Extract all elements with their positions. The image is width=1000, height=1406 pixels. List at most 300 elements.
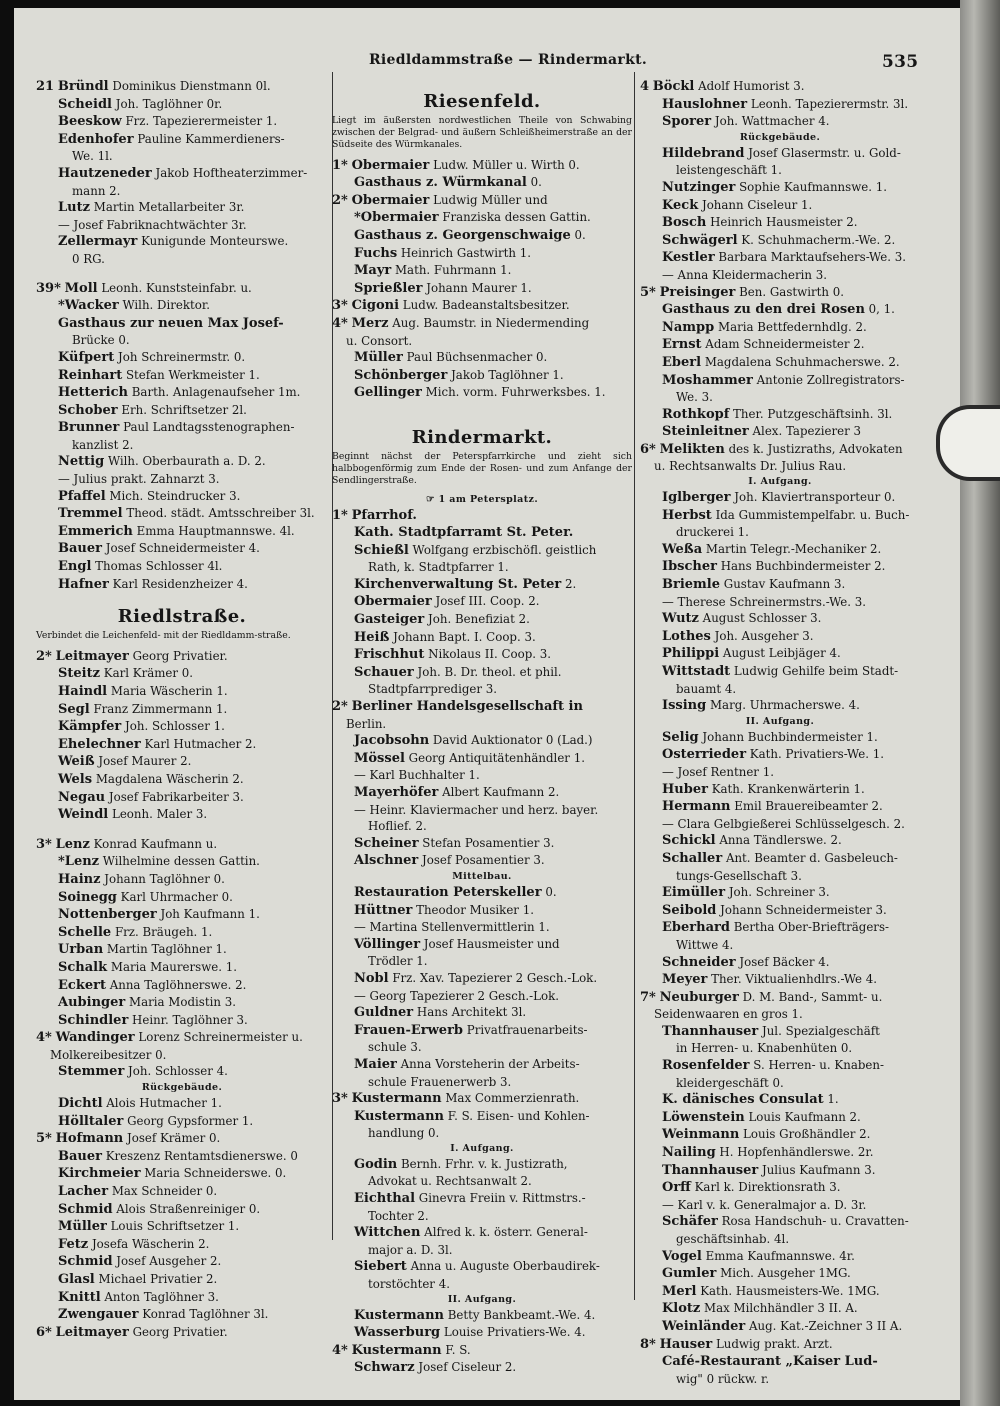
entry-detail: Maria Bettfedernhdlg. 2. xyxy=(718,319,867,334)
entry-name: Schalk xyxy=(58,959,108,975)
entry-detail: Josef Glasermstr. u. Gold- xyxy=(748,145,901,160)
entry-detail: Josef Bäcker 4. xyxy=(739,954,830,969)
entry-name: Moll xyxy=(64,280,98,296)
entry-detail: Martin Telegr.-Mechaniker 2. xyxy=(705,541,882,556)
entry-name: Kämpfer xyxy=(58,719,122,735)
directory-entry xyxy=(640,1162,920,1180)
entry-name: Fetz xyxy=(58,1236,89,1252)
directory-entry xyxy=(36,453,328,471)
section-heading: Rindermarkt. xyxy=(411,426,553,448)
entry-detail: Leonh. Tapezierermstr. 3l. xyxy=(750,96,909,111)
entry-name: Engl xyxy=(58,559,92,575)
entry-name: Nettig xyxy=(58,454,105,470)
entry-name: Moshammer xyxy=(662,372,753,388)
entry-name: Hafner xyxy=(58,576,109,592)
entry-name: Sprießler xyxy=(354,280,423,296)
house-number: 39* xyxy=(36,280,61,296)
spacer xyxy=(332,402,632,414)
directory-entry xyxy=(640,96,920,114)
entry-detail: Joh. Benefiziat 2. xyxy=(428,612,530,627)
directory-entry xyxy=(332,1190,632,1224)
directory-entry xyxy=(332,542,632,576)
house-number: 3* xyxy=(36,836,52,852)
entry-name: Wutz xyxy=(662,611,699,627)
directory-entry xyxy=(332,507,632,525)
entry-detail: August Leibjäger 4. xyxy=(722,646,841,661)
entry-detail: Johann Buchbindermeister 1. xyxy=(702,729,878,744)
entry-name: Melikten xyxy=(659,441,725,457)
entry-name: Gasthaus z. Würmkanal xyxy=(354,175,527,191)
directory-entry xyxy=(36,576,328,594)
entry-name: Bauer xyxy=(58,541,102,557)
entry-name: Pfarrhof. xyxy=(351,507,417,523)
entry-detail: Ludwig prakt. Arzt. xyxy=(715,1336,833,1351)
house-number: 4* xyxy=(332,315,348,331)
entry-detail: Sophie Kaufmannswe. 1. xyxy=(739,179,888,194)
directory-entry xyxy=(332,367,632,385)
entry-continuation: u. Rechtsanwalts Dr. Julius Rau. xyxy=(654,459,847,474)
directory-entry xyxy=(640,1023,920,1057)
entry-detail: Louis Schriftsetzer 1. xyxy=(110,1219,240,1234)
house-number: 3* xyxy=(332,298,348,314)
entry-detail: Erh. Schriftsetzer 2l. xyxy=(121,402,247,417)
entry-name: Rothkopf xyxy=(662,406,730,422)
entry-name: Kustermann xyxy=(354,1108,444,1124)
entry-name: Lutz xyxy=(58,200,90,216)
entry-name: Kath. Stadtpfarramt St. Peter. xyxy=(354,525,574,541)
entry-name: Vogel xyxy=(662,1248,702,1264)
directory-entry xyxy=(36,523,328,541)
directory-entry xyxy=(36,78,328,96)
subheading: Mittelbau. xyxy=(452,870,512,882)
entry-detail: Louis Großhändler 2. xyxy=(743,1127,871,1142)
directory-entry xyxy=(36,1289,328,1307)
entry-name: *Wacker xyxy=(58,298,119,314)
entry-continuation: We. 3. xyxy=(676,390,713,405)
entry-detail: 1. xyxy=(827,1092,839,1107)
entry-detail: Georg Antiquitätenhändler 1. xyxy=(408,750,585,765)
directory-entry xyxy=(36,1201,328,1219)
entry-detail: Albert Kaufmann 2. xyxy=(442,785,560,799)
entry-detail: 0. xyxy=(574,227,586,242)
entry-name: Schneider xyxy=(662,954,736,970)
entry-detail: Kath. Hausmeisters-We. 1MG. xyxy=(700,1283,880,1298)
directory-entry xyxy=(36,853,328,871)
directory-entry xyxy=(640,301,920,319)
entry-continuation: 0 RG. xyxy=(72,251,105,266)
entry-name: Müller xyxy=(354,350,403,366)
directory-entry xyxy=(36,718,328,736)
directory-entry xyxy=(332,1324,632,1342)
entry-name: Gasthaus z. Georgenschwaige xyxy=(354,227,571,243)
entry-name: Edenhofer xyxy=(58,131,134,147)
directory-entry xyxy=(36,977,328,995)
entry-detail: Wolfgang erzbischöfl. geistlich xyxy=(412,542,597,557)
entry-detail: Emil Brauereibeamter 2. xyxy=(734,799,883,814)
entry-detail: Georg Privatier. xyxy=(132,1324,228,1339)
directory-entry xyxy=(332,1004,632,1022)
entry-name: Seibold xyxy=(662,902,717,918)
entry-name: Huber xyxy=(662,781,708,797)
entry-detail: Hans Buchbindermeister 2. xyxy=(720,559,886,574)
directory-entry xyxy=(640,816,920,833)
entry-detail: Johann Bapt. I. Coop. 3. xyxy=(393,629,536,644)
directory-entry xyxy=(640,1213,920,1247)
entry-name: Schmid xyxy=(58,1201,113,1217)
entry-detail: 2. xyxy=(564,576,577,591)
entry-name: Leitmayer xyxy=(55,1324,129,1340)
directory-entry xyxy=(332,1108,632,1142)
entry-detail: Martin Taglöhner 1. xyxy=(106,942,227,957)
entry-name: Lacher xyxy=(58,1184,109,1200)
directory-entry xyxy=(640,902,920,920)
directory-entry xyxy=(332,970,632,988)
entry-name: Orff xyxy=(662,1180,691,1196)
directory-entry xyxy=(640,558,920,576)
subheading: II. Aufgang. xyxy=(447,1293,517,1305)
directory-entry xyxy=(640,1300,920,1318)
directory-entry xyxy=(640,406,920,424)
entry-name: Pfaffel xyxy=(58,488,106,504)
entry-name: Schmid xyxy=(58,1254,113,1270)
entry-name: Scheiner xyxy=(354,835,419,851)
entry-name: Schießl xyxy=(354,542,409,558)
entry-detail: — Clara Gelbgießerei Schlüsselgesch. 2. xyxy=(662,816,905,831)
entry-detail: Marg. Uhrmacherswe. 4. xyxy=(709,698,860,713)
directory-entry xyxy=(640,319,920,337)
entry-detail: Louis Kaufmann 2. xyxy=(748,1109,861,1124)
directory-entry xyxy=(36,1271,328,1289)
entry-detail: Leonh. Kunststeinfabr. u. xyxy=(101,280,252,295)
directory-entry xyxy=(36,1218,328,1236)
directory-entry xyxy=(332,349,632,367)
directory-entry xyxy=(332,174,632,192)
entry-detail: Joh. Wattmacher 4. xyxy=(714,114,830,129)
entry-name: Hölltaler xyxy=(58,1113,124,1129)
entry-detail: Privatfrauenarbeits- xyxy=(466,1022,588,1037)
section-description: Beginnt nächst der Peterspfarrkirche und zieht sich halbbogenförmig zum Ende der Rosen- und zum Anfange der Sendlingerstraße. xyxy=(332,450,632,486)
directory-entry xyxy=(36,1012,328,1030)
entry-detail: Joh. Ausgeher 3. xyxy=(714,628,814,643)
directory-entry xyxy=(36,806,328,824)
entry-continuation: major a. D. 3l. xyxy=(368,1242,453,1257)
directory-entry xyxy=(640,214,920,232)
entry-name: Tremmel xyxy=(58,506,123,522)
entry-name: Eberhard xyxy=(662,920,730,936)
entry-continuation: mann 2. xyxy=(72,183,121,198)
house-number: 21 xyxy=(36,79,55,94)
entry-detail: Bernh. Frhr. v. k. Justizrath, xyxy=(401,1156,568,1171)
entry-detail: Barth. Anlagenaufseher 1m. xyxy=(131,385,301,400)
entry-detail: — Anna Kleidermacherin 3. xyxy=(662,267,827,282)
entry-detail: Math. Fuhrmann 1. xyxy=(394,263,512,278)
entry-name: Obermaier xyxy=(351,192,430,208)
entry-detail: Adolf Humorist 3. xyxy=(698,79,805,93)
entry-detail: Johann Taglöhner 0. xyxy=(104,871,225,886)
entry-detail: 0. xyxy=(545,884,557,899)
directory-entry xyxy=(36,349,328,367)
entry-detail: Ludw. Müller u. Wirth 0. xyxy=(433,157,580,172)
entry-name: Wittstadt xyxy=(662,664,731,679)
entry-name: Weindl xyxy=(58,807,109,823)
directory-entry xyxy=(332,852,632,870)
entry-name: Selig xyxy=(662,729,699,745)
entry-name: Godin xyxy=(354,1156,398,1172)
entry-name: Hauser xyxy=(659,1336,713,1352)
entry-detail: Martin Metallarbeiter 3r. xyxy=(93,200,245,215)
entry-name: Brunner xyxy=(58,420,120,436)
entry-detail: Hans Architekt 3l. xyxy=(416,1005,527,1020)
entry-name: Dichtl xyxy=(58,1096,103,1112)
directory-entry xyxy=(640,729,920,747)
entry-name: Kirchenverwaltung St. Peter xyxy=(354,576,562,592)
entry-name: Knittl xyxy=(58,1289,101,1305)
entry-name: Rosenfelder xyxy=(662,1058,750,1074)
directory-entry xyxy=(36,113,328,131)
entry-detail: — Julius prakt. Zahnarzt 3. xyxy=(58,472,220,487)
directory-entry xyxy=(640,764,920,781)
subheading: Rückgebäude. xyxy=(739,131,821,143)
directory-entry xyxy=(36,683,328,701)
entry-detail: Konrad Taglöhner 3l. xyxy=(142,1307,269,1322)
entry-detail: Anton Taglöhner 3. xyxy=(104,1289,219,1304)
entry-detail: Frz. Xav. Tapezierer 2 Gesch.-Lok. xyxy=(392,970,598,985)
subheading: Rückgebäude. xyxy=(141,1082,223,1094)
entry-continuation: in Herren- u. Knabenhüten 0. xyxy=(676,1041,853,1056)
directory-entry xyxy=(332,902,632,920)
entry-detail: Konrad Kaufmann u. xyxy=(93,836,218,851)
entry-detail: — Josef Fabriknachtwächter 3r. xyxy=(58,217,247,232)
entry-detail: Wilh. Oberbaurath a. D. 2. xyxy=(107,454,266,469)
house-number: 4 xyxy=(640,79,650,94)
directory-entry xyxy=(640,232,920,250)
entry-name: Philippi xyxy=(662,646,720,662)
entry-detail: des k. Justizraths, Advokaten xyxy=(728,441,903,456)
page-number: 535 xyxy=(882,52,919,72)
entry-detail: Johann Schneidermeister 3. xyxy=(720,902,887,917)
entry-name: Merl xyxy=(662,1283,697,1299)
entry-detail: Betty Bankbeamt.-We. 4. xyxy=(447,1307,596,1322)
house-number: 2* xyxy=(36,648,52,664)
entry-detail: Josef Hausmeister und xyxy=(423,936,560,951)
entry-continuation: Seidenwaaren en gros 1. xyxy=(654,1007,803,1022)
entry-continuation: geschäftsinhab. 4l. xyxy=(676,1232,790,1246)
entry-detail: — Martina Stellenvermittlerin 1. xyxy=(354,920,550,935)
directory-entry xyxy=(640,850,920,884)
entry-name: Hauslohner xyxy=(662,96,748,112)
directory-entry xyxy=(36,1113,328,1131)
directory-entry xyxy=(332,646,632,664)
directory-entry xyxy=(640,197,920,215)
directory-entry xyxy=(640,1318,920,1336)
directory-entry xyxy=(36,315,328,349)
entry-detail: Theod. städt. Amtsschreiber 3l. xyxy=(126,506,315,521)
directory-entry xyxy=(640,336,920,354)
subheading: I. Aufgang. xyxy=(450,1142,514,1154)
entry-name: Ehelechner xyxy=(58,736,141,752)
entry-detail: Anna Taglöhnerswe. 2. xyxy=(109,977,247,992)
directory-entry xyxy=(36,648,328,666)
entry-detail: Maria Schneiderswe. 0. xyxy=(144,1166,287,1181)
entry-detail: August Schlosser 3. xyxy=(702,611,822,626)
entry-detail: Kunigunde Monteurswe. xyxy=(141,234,289,249)
directory-entry xyxy=(36,233,328,267)
column-left xyxy=(36,78,328,1341)
entry-continuation: kanzlist 2. xyxy=(72,437,134,452)
directory-entry xyxy=(640,971,920,989)
directory-entry xyxy=(36,1183,328,1201)
directory-entry xyxy=(640,372,920,406)
entry-detail: Georg Privatier. xyxy=(132,648,228,663)
entry-name: Soinegg xyxy=(58,889,117,905)
entry-detail: Max Commerzienrath. xyxy=(445,1091,580,1106)
entry-detail: — Georg Tapezierer 2 Gesch.-Lok. xyxy=(354,988,559,1003)
directory-entry xyxy=(332,384,632,402)
directory-entry xyxy=(332,280,632,298)
entry-continuation: Brücke 0. xyxy=(72,333,130,348)
entry-continuation: Rath, k. Stadtpfarrer 1. xyxy=(368,560,509,575)
entry-detail: Frz. Tapezierermeister 1. xyxy=(125,114,278,129)
directory-entry xyxy=(36,836,328,854)
entry-continuation: Hoflief. 2. xyxy=(368,819,427,834)
directory-entry xyxy=(36,471,328,488)
entry-name: Issing xyxy=(662,698,707,714)
directory-entry xyxy=(640,423,920,441)
entry-name: Mayerhöfer xyxy=(354,785,439,800)
entry-detail: Josef Krämer 0. xyxy=(126,1131,221,1146)
entry-name: Berliner Handelsgesellschaft in xyxy=(351,699,583,715)
directory-entry xyxy=(640,1283,920,1301)
directory-entry xyxy=(332,262,632,280)
directory-entry xyxy=(332,802,632,835)
entry-name: Hildebrand xyxy=(662,145,745,161)
entry-name: Osterrieder xyxy=(662,747,747,763)
directory-entry xyxy=(332,1342,632,1360)
directory-entry xyxy=(36,540,328,558)
entry-name: Nampp xyxy=(662,319,715,335)
entry-name: Schickl xyxy=(662,833,716,849)
entry-continuation: We. 1l. xyxy=(72,149,113,164)
entry-name: Kestler xyxy=(662,250,715,266)
entry-detail: Josefa Wäscherin 2. xyxy=(91,1236,210,1251)
directory-entry xyxy=(36,217,328,234)
entry-detail: Alfred k. k. österr. General- xyxy=(424,1225,588,1240)
directory-entry xyxy=(640,267,920,284)
entry-detail: Wilh. Direktor. xyxy=(122,298,210,313)
entry-name: Alschner xyxy=(354,853,419,869)
subheading: II. Aufgang. xyxy=(745,715,815,727)
entry-continuation: schule Frauenerwerb 3. xyxy=(368,1074,512,1089)
entry-name: Böckl xyxy=(652,79,695,94)
directory-entry xyxy=(332,1156,632,1190)
entry-detail: Mich. vorm. Fuhrwerksbes. 1. xyxy=(425,385,606,400)
entry-detail: Jakob Hoftheaterzimmer- xyxy=(155,165,308,180)
entry-continuation: kleidergeschäft 0. xyxy=(676,1075,784,1090)
entry-name: Hermann xyxy=(662,799,731,815)
entry-detail: H. Hopfenhändlerswe. 2r. xyxy=(719,1145,874,1160)
entry-name: K. dänisches Consulat xyxy=(662,1092,824,1108)
entry-detail: Stefan Posamentier 3. xyxy=(422,835,555,850)
entry-continuation: torstöchter 4. xyxy=(368,1277,450,1292)
entry-name: Eberl xyxy=(662,354,702,370)
entry-detail: — Heinr. Klaviermacher und herz. bayer. xyxy=(354,802,599,817)
entry-name: Nailing xyxy=(662,1145,716,1161)
directory-entry xyxy=(36,1029,328,1063)
entry-detail: Max Milchhändler 3 II. A. xyxy=(704,1301,858,1316)
directory-entry xyxy=(332,919,632,936)
directory-entry xyxy=(332,227,632,245)
entry-name: Nutzinger xyxy=(662,179,736,195)
entry-detail: — Karl Buchhalter 1. xyxy=(354,768,480,783)
entry-name: Segl xyxy=(58,701,90,717)
entry-name: Müller xyxy=(58,1219,107,1235)
directory-entry xyxy=(332,1307,632,1325)
entry-name: Negau xyxy=(58,789,106,805)
entry-name: Mayr xyxy=(354,263,392,279)
entry-name: Meyer xyxy=(662,972,708,988)
directory-entry xyxy=(332,732,632,750)
entry-name: Schauer xyxy=(354,664,414,680)
entry-detail: Louise Privatiers-We. 4. xyxy=(443,1325,586,1340)
house-number: 8* xyxy=(640,1336,656,1352)
directory-entry xyxy=(640,1057,920,1091)
entry-name: Neuburger xyxy=(659,989,739,1005)
entry-name: Kirchmeier xyxy=(58,1166,141,1182)
directory-entry xyxy=(36,1095,328,1113)
entry-name: Urban xyxy=(58,942,104,958)
directory-entry xyxy=(332,1022,632,1056)
directory-entry xyxy=(36,701,328,719)
house-number: 5* xyxy=(36,1131,52,1147)
entry-name: Eichthal xyxy=(354,1191,416,1207)
entry-name: Emmerich xyxy=(58,523,133,539)
entry-detail: — Therese Schreinermstrs.-We. 3. xyxy=(662,594,866,609)
entry-detail: Kreszenz Rentamtsdienerswe. 0 xyxy=(105,1148,298,1163)
entry-detail: Frz. Bräugeh. 1. xyxy=(114,924,213,939)
directory-entry xyxy=(36,199,328,217)
entry-detail: S. Herren- u. Knaben- xyxy=(753,1058,884,1073)
entry-detail: Maria Maurerswe. 1. xyxy=(110,959,238,974)
entry-name: Leitmayer xyxy=(55,648,129,664)
entry-continuation: Tochter 2. xyxy=(368,1208,429,1223)
entry-detail: Magdalena Wäscherin 2. xyxy=(95,771,244,786)
entry-name: Wittchen xyxy=(354,1225,421,1241)
entry-name: Fuchs xyxy=(354,245,398,261)
entry-name: Weßa xyxy=(662,541,703,557)
entry-detail: Ther. Viktualienhdlrs.-We 4. xyxy=(711,972,877,987)
entry-detail: Julius Kaufmann 3. xyxy=(761,1162,876,1177)
directory-entry xyxy=(332,1224,632,1258)
entry-detail: Barbara Marktaufsehers-We. 3. xyxy=(718,250,906,265)
entry-detail: Aug. Baumstr. in Niedermending xyxy=(392,315,590,330)
directory-entry xyxy=(640,489,920,507)
entry-detail: Joh Kaufmann 1. xyxy=(160,907,260,922)
entry-name: Schober xyxy=(58,402,118,418)
directory-entry xyxy=(640,663,920,697)
entry-name: Jacobsohn xyxy=(354,733,430,749)
entry-detail: Ther. Putzgeschäftsinh. 3l. xyxy=(733,406,893,421)
entry-detail: Pauline Kammerdieners- xyxy=(137,131,285,146)
entry-name: Frischhut xyxy=(354,647,425,663)
entry-name: Schwarz xyxy=(354,1360,415,1376)
directory-entry xyxy=(640,798,920,816)
entry-continuation: handlung 0. xyxy=(368,1126,440,1141)
directory-entry xyxy=(332,835,632,853)
entry-name: Völlinger xyxy=(354,936,421,952)
entry-name: Gasthaus zur neuen Max Josef- xyxy=(58,315,284,331)
entry-name: Bauer xyxy=(58,1148,102,1164)
directory-entry xyxy=(640,249,920,267)
